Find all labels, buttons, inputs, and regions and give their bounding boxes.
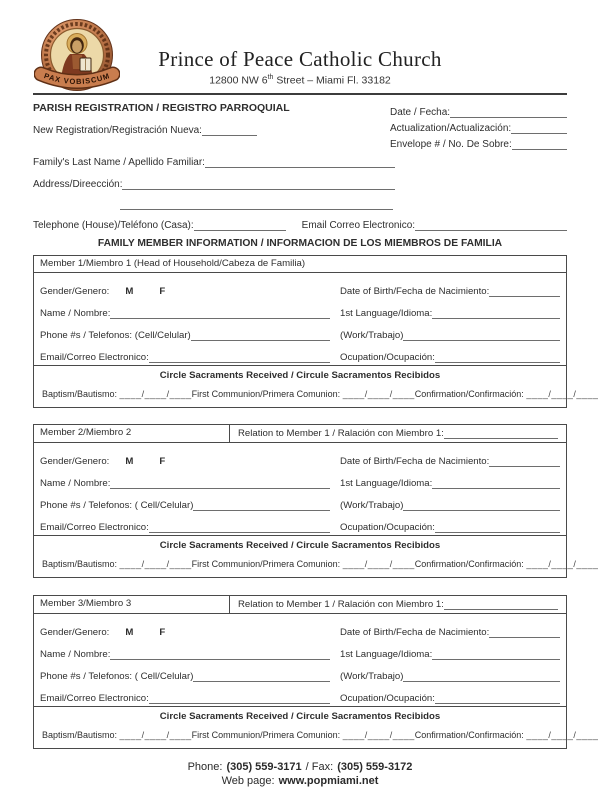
cell-phone-label: Phone #s / Telefonos: (Cell/Celular) bbox=[40, 329, 191, 341]
name-label: Name / Nombre: bbox=[40, 648, 111, 660]
work-phone-label: (Work/Trabajo) bbox=[340, 499, 404, 511]
occupation-line[interactable] bbox=[435, 692, 560, 704]
gender-female-option[interactable]: F bbox=[159, 626, 166, 638]
work-phone-line[interactable] bbox=[403, 499, 560, 511]
dob-line[interactable] bbox=[489, 455, 560, 467]
language-line[interactable] bbox=[432, 477, 560, 489]
family-last-name-label: Family's Last Name / Apellido Familiar: bbox=[33, 156, 205, 168]
member-3-sacraments bbox=[34, 706, 599, 748]
gender-label: Gender/Genero: bbox=[40, 626, 110, 638]
footer-fax-label: / Fax: bbox=[305, 760, 334, 773]
occupation-label: Ocupation/Ocupación: bbox=[340, 521, 435, 533]
sacraments-title: Circle Sacraments Received / Circule Sacramentos Recibidos bbox=[159, 369, 441, 381]
member-3-box bbox=[33, 595, 599, 749]
registration-top-section bbox=[33, 102, 567, 231]
name-label: Name / Nombre: bbox=[40, 307, 111, 319]
work-phone-label: (Work/Trabajo) bbox=[340, 670, 404, 682]
baptism-label: Baptism/Bautismo: bbox=[42, 558, 118, 569]
occupation-label: Ocupation/Ocupación: bbox=[340, 351, 435, 363]
name-line[interactable] bbox=[110, 477, 330, 489]
member-3-body bbox=[34, 614, 566, 706]
footer-web bbox=[33, 775, 567, 787]
cell-phone-label: Phone #s / Telefonos: ( Cell/Celular) bbox=[40, 670, 194, 682]
new-registration-label: New Registration/Registración Nueva: bbox=[33, 124, 202, 136]
member-1-sacraments bbox=[34, 365, 599, 407]
first-communion-field bbox=[192, 389, 415, 399]
name-line[interactable] bbox=[110, 648, 330, 660]
church-name: Prince of Peace Catholic Church bbox=[158, 47, 442, 71]
email-label: Email Correo Electronico: bbox=[301, 219, 416, 231]
member-email-line[interactable] bbox=[149, 351, 330, 363]
address-line-2[interactable] bbox=[120, 198, 393, 210]
gender-female-option[interactable]: F bbox=[159, 455, 166, 467]
member-1-header: Member 1/Miembro 1 (Head of Household/Cabeza de Familia) bbox=[34, 256, 566, 273]
relation-line[interactable] bbox=[444, 427, 558, 439]
first-communion-date-blanks[interactable]: ____/____/____ bbox=[342, 388, 415, 399]
footer-web-url[interactable]: www.popmiami.net bbox=[278, 774, 379, 787]
cell-phone-line[interactable] bbox=[191, 329, 330, 341]
address-ordinal: th bbox=[267, 74, 274, 81]
member-2-sacraments bbox=[34, 535, 599, 577]
new-registration-line[interactable] bbox=[202, 124, 257, 136]
occupation-line[interactable] bbox=[435, 351, 560, 363]
baptism-label: Baptism/Bautismo: bbox=[42, 388, 118, 399]
relation-line[interactable] bbox=[444, 598, 558, 610]
gender-male-option[interactable]: M bbox=[125, 285, 134, 297]
first-communion-field bbox=[192, 559, 415, 569]
member-2-box bbox=[33, 424, 599, 578]
confirmation-date-blanks[interactable]: ____/____/____ bbox=[526, 729, 599, 740]
language-line[interactable] bbox=[432, 307, 560, 319]
dob-line[interactable] bbox=[489, 626, 560, 638]
dob-label: Date of Birth/Fecha de Nacimiento: bbox=[340, 285, 490, 297]
confirmation-field bbox=[415, 559, 599, 569]
member-2-body bbox=[34, 443, 566, 535]
address-number: 12800 NW 6 bbox=[209, 74, 268, 87]
baptism-field bbox=[42, 730, 192, 740]
gender-male-option[interactable]: M bbox=[125, 455, 134, 467]
confirmation-label: Confirmation/Confirmación: bbox=[414, 558, 524, 569]
family-section-title: FAMILY MEMBER INFORMATION / INFORMACION DE LOS MIEMBROS DE FAMILIA bbox=[97, 237, 503, 249]
member-email-label: Email/Correo Electronico: bbox=[40, 351, 149, 363]
first-communion-field bbox=[192, 730, 415, 740]
cell-phone-line[interactable] bbox=[193, 670, 330, 682]
work-phone-line[interactable] bbox=[403, 670, 560, 682]
relation-label: Relation to Member 1 / Ralación con Miembro 1: bbox=[238, 427, 444, 439]
baptism-date-blanks[interactable]: ____/____/____ bbox=[119, 558, 192, 569]
language-line[interactable] bbox=[432, 648, 560, 660]
page-footer bbox=[33, 761, 567, 787]
confirmation-date-blanks[interactable]: ____/____/____ bbox=[526, 558, 599, 569]
telephone-label: Telephone (House)/Teléfono (Casa): bbox=[33, 219, 194, 231]
actualization-label: Actualization/Actualización: bbox=[390, 122, 512, 134]
member-2-title: Member 2/Miembro 2 bbox=[34, 425, 230, 442]
sacraments-title: Circle Sacraments Received / Circule Sacramentos Recibidos bbox=[159, 710, 441, 722]
footer-phone-number: (305) 559-3171 bbox=[226, 760, 302, 773]
language-label: 1st Language/Idioma: bbox=[340, 648, 433, 660]
member-1-body bbox=[34, 273, 566, 365]
date-line[interactable] bbox=[450, 106, 567, 118]
member-1-box bbox=[33, 255, 599, 408]
registration-right-column bbox=[390, 102, 567, 150]
church-logo bbox=[34, 17, 120, 101]
cell-phone-line[interactable] bbox=[193, 499, 330, 511]
confirmation-field bbox=[415, 730, 599, 740]
dob-label: Date of Birth/Fecha de Nacimiento: bbox=[340, 626, 490, 638]
member-email-label: Email/Correo Electronico: bbox=[40, 521, 149, 533]
gender-female-option[interactable]: F bbox=[159, 285, 166, 297]
confirmation-field bbox=[415, 389, 599, 399]
address-line-1[interactable] bbox=[122, 178, 395, 190]
envelope-line[interactable] bbox=[512, 138, 567, 150]
member-2-header bbox=[34, 425, 566, 443]
gender-label: Gender/Genero: bbox=[40, 285, 110, 297]
dob-label: Date of Birth/Fecha de Nacimiento: bbox=[340, 455, 490, 467]
first-communion-label: First Communion/Primera Comunion: bbox=[191, 388, 341, 399]
occupation-line[interactable] bbox=[435, 521, 560, 533]
logo-banner-text: PAX VOBISCUM bbox=[42, 71, 112, 87]
actualization-line[interactable] bbox=[511, 122, 567, 134]
confirmation-date-blanks[interactable]: ____/____/____ bbox=[526, 388, 599, 399]
date-label: Date / Fecha: bbox=[390, 106, 451, 118]
first-communion-date-blanks[interactable]: ____/____/____ bbox=[342, 558, 415, 569]
dob-line[interactable] bbox=[489, 285, 560, 297]
member-3-header bbox=[34, 596, 566, 614]
member-email-label: Email/Correo Electronico: bbox=[40, 692, 149, 704]
language-label: 1st Language/Idioma: bbox=[340, 477, 433, 489]
email-line[interactable] bbox=[415, 219, 567, 231]
relation-label: Relation to Member 1 / Ralación con Miembro 1: bbox=[238, 598, 444, 610]
page-header bbox=[33, 16, 567, 95]
confirmation-label: Confirmation/Confirmación: bbox=[414, 388, 524, 399]
name-line[interactable] bbox=[110, 307, 330, 319]
family-last-name-line[interactable] bbox=[205, 156, 395, 168]
footer-web-label: Web page: bbox=[221, 774, 275, 787]
work-phone-line[interactable] bbox=[403, 329, 560, 341]
first-communion-label: First Communion/Primera Comunion: bbox=[191, 558, 341, 569]
baptism-date-blanks[interactable]: ____/____/____ bbox=[119, 729, 192, 740]
address-rest: Street – Miami Fl. 33182 bbox=[273, 74, 391, 87]
form-sheet bbox=[33, 16, 599, 787]
footer-phone-fax bbox=[33, 761, 567, 773]
footer-fax-number: (305) 559-3172 bbox=[337, 760, 413, 773]
address-label: Address/Direección: bbox=[33, 178, 123, 190]
telephone-line[interactable] bbox=[194, 219, 286, 231]
member-3-title: Member 3/Miembro 3 bbox=[34, 596, 230, 613]
first-communion-date-blanks[interactable]: ____/____/____ bbox=[342, 729, 415, 740]
first-communion-label: First Communion/Primera Comunion: bbox=[191, 729, 341, 740]
form-title: PARISH REGISTRATION / REGISTRO PARROQUIAL bbox=[33, 101, 290, 114]
occupation-label: Ocupation/Ocupación: bbox=[340, 692, 435, 704]
member-email-line[interactable] bbox=[149, 521, 330, 533]
envelope-label: Envelope # / No. De Sobre: bbox=[390, 138, 512, 150]
language-label: 1st Language/Idioma: bbox=[340, 307, 433, 319]
baptism-field bbox=[42, 389, 192, 399]
gender-male-option[interactable]: M bbox=[125, 626, 134, 638]
name-label: Name / Nombre: bbox=[40, 477, 111, 489]
gender-label: Gender/Genero: bbox=[40, 455, 110, 467]
footer-phone-label: Phone: bbox=[187, 760, 223, 773]
cell-phone-label: Phone #s / Telefonos: ( Cell/Celular) bbox=[40, 499, 194, 511]
member-email-line[interactable] bbox=[149, 692, 330, 704]
sacraments-title: Circle Sacraments Received / Circule Sacramentos Recibidos bbox=[159, 539, 441, 551]
baptism-date-blanks[interactable]: ____/____/____ bbox=[119, 388, 192, 399]
baptism-field bbox=[42, 559, 192, 569]
work-phone-label: (Work/Trabajo) bbox=[340, 329, 404, 341]
confirmation-label: Confirmation/Confirmación: bbox=[414, 729, 524, 740]
baptism-label: Baptism/Bautismo: bbox=[42, 729, 118, 740]
